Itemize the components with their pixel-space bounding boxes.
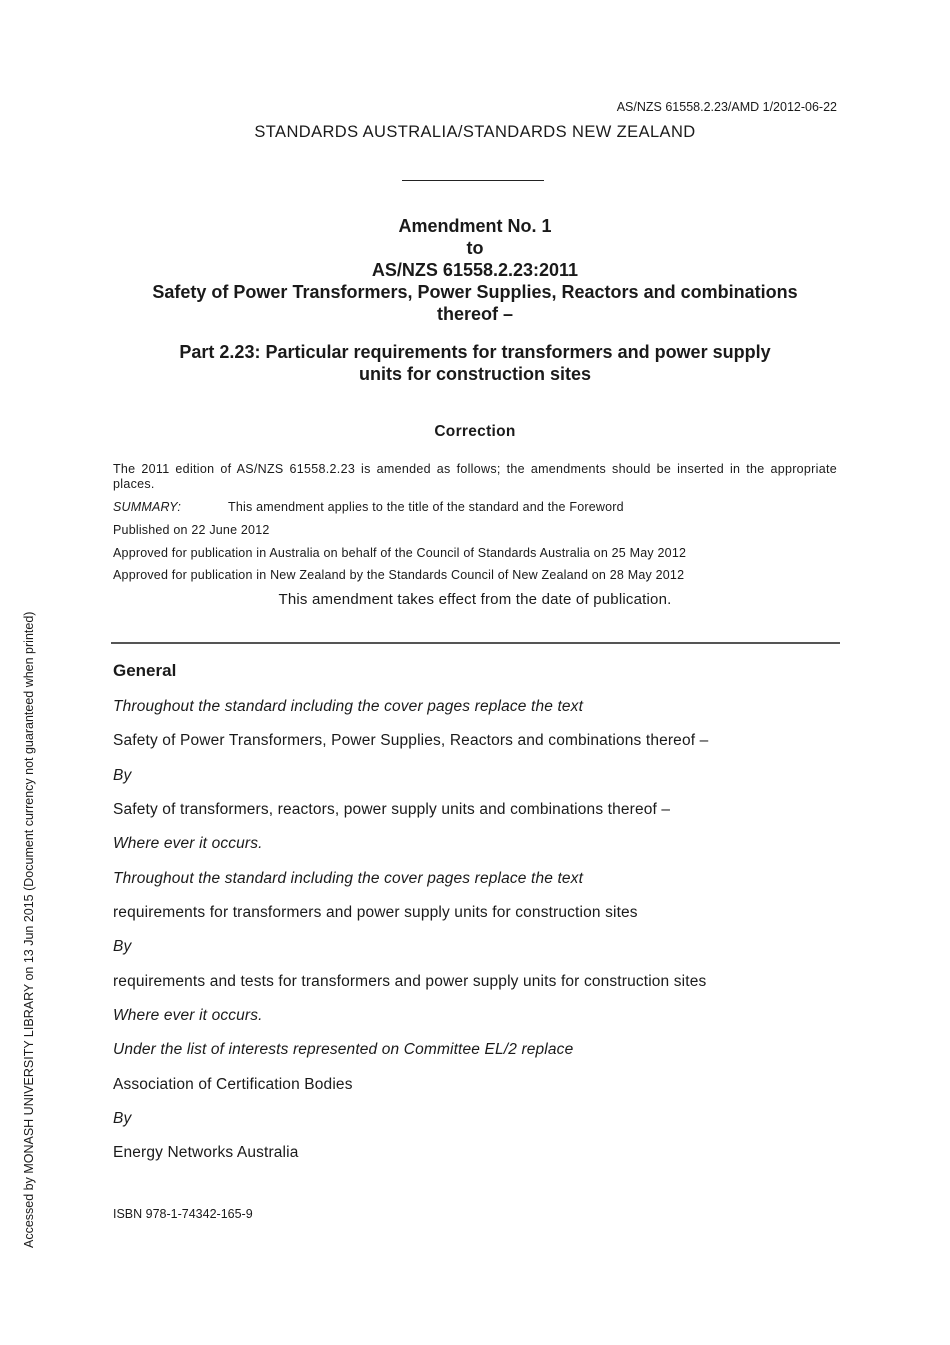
short-divider (402, 180, 544, 181)
section-divider (111, 642, 840, 644)
correction-label: Correction (434, 423, 516, 440)
published-date: Published on 22 June 2012 (113, 523, 270, 537)
title-standard-name: Safety of Power Transformers, Power Supplies, Reactors and combinations (152, 282, 798, 302)
access-watermark: Accessed by MONASH UNIVERSITY LIBRARY on 13 Jun 2015 (Document currency not guaranteed when printed) (22, 611, 36, 1248)
body-text: Energy Networks Australia (113, 1144, 299, 1161)
summary-label: SUMMARY: (113, 500, 182, 514)
body-text: Safety of transformers, reactors, power supply units and combinations thereof – (113, 801, 671, 818)
body-instruction: Where ever it occurs. (113, 835, 263, 852)
body-text: requirements for transformers and power supply units for construction sites (113, 904, 638, 921)
body-instruction: By (113, 767, 132, 784)
title-standard-number: AS/NZS 61558.2.23:2011 (371, 260, 579, 280)
title-standard-name-cont: thereof – (436, 304, 514, 324)
body-instruction: Under the list of interests represented on Committee EL/2 replace (113, 1041, 574, 1058)
title-block (100, 215, 850, 385)
body-instruction: By (113, 1110, 132, 1127)
title-part-cont: units for construction sites (358, 364, 592, 384)
body-text: requirements and tests for transformers and power supply units for construction sites (113, 973, 707, 990)
approval-new-zealand: Approved for publication in New Zealand by the Standards Council of New Zealand on 28 May 2012 (113, 568, 685, 582)
body-instruction: By (113, 938, 132, 955)
body-text: Safety of Power Transformers, Power Supplies, Reactors and combinations thereof – (113, 732, 709, 749)
title-part: Part 2.23: Particular requirements for transformers and power supply (179, 342, 771, 362)
effect-statement: This amendment takes effect from the date of publication. (278, 591, 672, 608)
document-reference: AS/NZS 61558.2.23/AMD 1/2012-06-22 (616, 100, 837, 114)
title-amendment: Amendment No. 1 (398, 216, 552, 236)
summary-text: This amendment applies to the title of the standard and the Foreword (228, 500, 624, 514)
body-text: Association of Certification Bodies (113, 1076, 353, 1093)
general-heading: General (113, 661, 177, 680)
intro-paragraph: The 2011 edition of AS/NZS 61558.2.23 is amended as follows; the amendments should be inserted in the appropriate places. (113, 462, 837, 491)
body-instruction: Where ever it occurs. (113, 1007, 263, 1024)
title-to: to (466, 238, 484, 258)
body-instruction: Throughout the standard including the cover pages replace the text (113, 698, 584, 715)
approval-australia: Approved for publication in Australia on behalf of the Council of Standards Australia on 25 May 2012 (113, 546, 687, 560)
organisation-name: STANDARDS AUSTRALIA/STANDARDS NEW ZEALAND (254, 123, 696, 141)
summary-line (113, 500, 624, 514)
isbn: ISBN 978-1-74342-165-9 (113, 1207, 253, 1221)
body-instruction: Throughout the standard including the cover pages replace the text (113, 870, 584, 887)
